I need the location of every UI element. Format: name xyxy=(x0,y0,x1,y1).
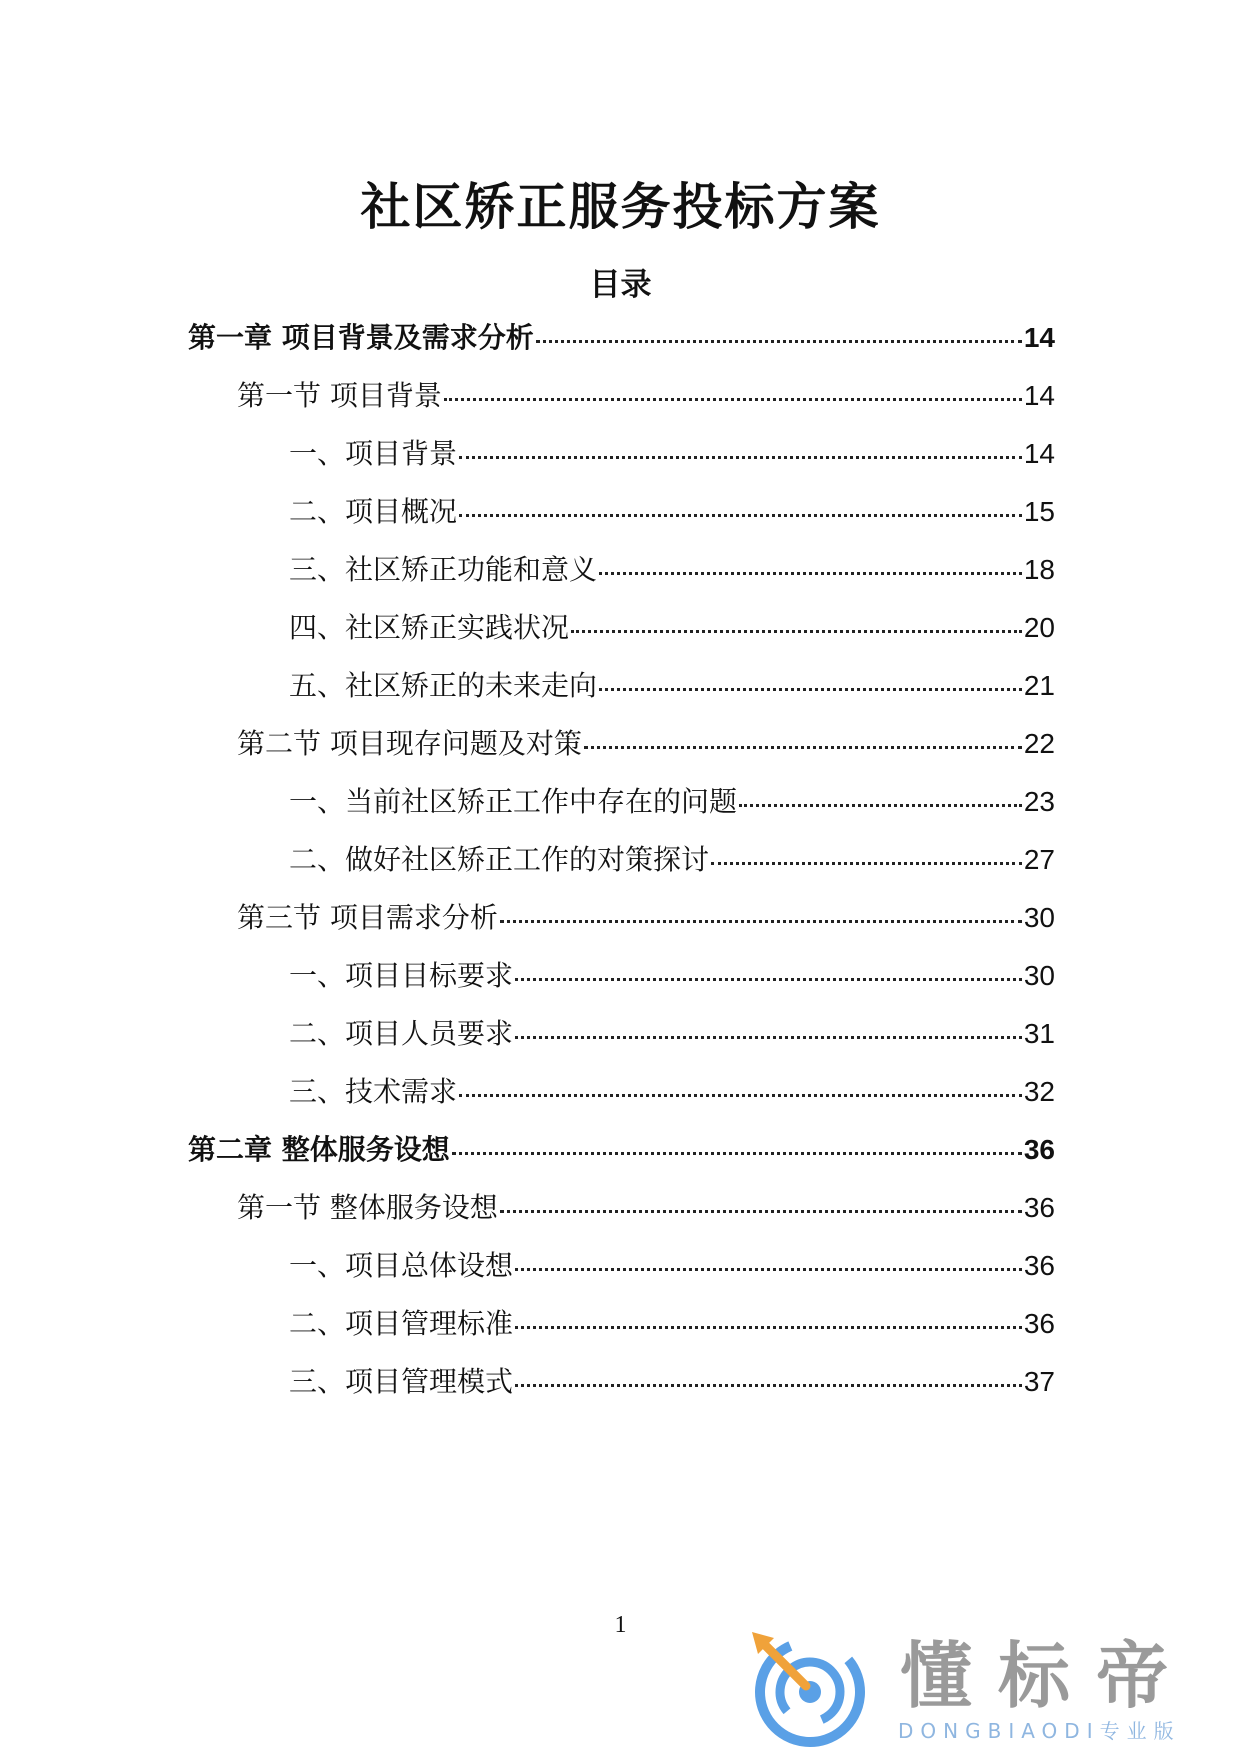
toc-entry-title: 二、项目管理标准 xyxy=(289,1307,514,1340)
toc-entry-title: 二、项目概况 xyxy=(289,495,458,528)
toc-entry[interactable] xyxy=(289,1070,1055,1114)
page-number: 1 xyxy=(614,1612,627,1638)
toc-entry-page: 23 xyxy=(1023,786,1055,817)
toc-entry[interactable] xyxy=(289,490,1055,534)
toc-leader-dots xyxy=(571,630,1022,633)
toc-entry-page: 30 xyxy=(1023,960,1055,991)
watermark xyxy=(748,1618,1218,1748)
toc-leader-dots xyxy=(459,1094,1022,1097)
toc-entry[interactable] xyxy=(289,664,1055,708)
toc-entry[interactable] xyxy=(289,1360,1055,1404)
toc-entry-page: 14 xyxy=(1023,438,1055,469)
toc-entry-page: 31 xyxy=(1023,1018,1055,1049)
toc-entry-page: 15 xyxy=(1023,496,1055,527)
toc-heading: 目录 xyxy=(589,267,652,303)
toc-entry-page: 32 xyxy=(1023,1076,1055,1107)
toc-entry[interactable] xyxy=(289,954,1055,998)
toc-leader-dots xyxy=(515,1326,1022,1329)
toc-entry[interactable] xyxy=(289,1012,1055,1056)
toc-entry-page: 14 xyxy=(1023,380,1055,411)
toc-entry-title: 一、项目目标要求 xyxy=(289,959,514,992)
toc-leader-dots xyxy=(500,920,1022,923)
toc-entry-page: 36 xyxy=(1023,1250,1055,1281)
toc-entry-title: 第二节 项目现存问题及对策 xyxy=(237,727,582,760)
toc-leader-dots xyxy=(599,688,1022,691)
document-title: 社区矫正服务投标方案 xyxy=(360,178,881,236)
toc-leader-dots xyxy=(711,862,1022,865)
toc-leader-dots xyxy=(452,1152,1022,1155)
toc-entry-page: 36 xyxy=(1023,1308,1055,1339)
toc-entry-title: 四、社区矫正实践状况 xyxy=(289,611,570,644)
toc-entry[interactable] xyxy=(289,606,1055,650)
toc-entry-title: 一、当前社区矫正工作中存在的问题 xyxy=(289,785,738,818)
toc-entry-title: 一、项目总体设想 xyxy=(289,1249,514,1282)
toc-leader-dots xyxy=(599,572,1022,575)
toc-entry[interactable] xyxy=(237,722,1055,766)
toc-leader-dots xyxy=(459,456,1022,459)
toc-leader-dots xyxy=(459,514,1022,517)
watermark-subtitle: DONGBIAODI专业版 xyxy=(898,1719,1181,1743)
toc-leader-dots xyxy=(536,340,1022,343)
toc-entry-page: 22 xyxy=(1023,728,1055,759)
toc-entry-title: 一、项目背景 xyxy=(289,437,458,470)
toc-leader-dots xyxy=(739,804,1022,807)
toc-entry-title: 二、项目人员要求 xyxy=(289,1017,514,1050)
toc-entry-page: 18 xyxy=(1023,554,1055,585)
toc-entry-page: 21 xyxy=(1023,670,1055,701)
toc-entry-title: 第一章 项目背景及需求分析 xyxy=(188,321,534,354)
toc-entry[interactable] xyxy=(289,780,1055,824)
toc-entry-title: 第一节 整体服务设想 xyxy=(237,1191,498,1224)
toc-entry[interactable] xyxy=(188,316,1055,360)
toc-entry-page: 36 xyxy=(1023,1134,1055,1165)
toc-entry-page: 27 xyxy=(1023,844,1055,875)
toc-entry[interactable] xyxy=(289,548,1055,592)
toc-entry[interactable] xyxy=(289,1302,1055,1346)
toc-entry[interactable] xyxy=(289,432,1055,476)
toc-entry-page: 36 xyxy=(1023,1192,1055,1223)
toc-leader-dots xyxy=(515,1036,1022,1039)
toc-entry[interactable] xyxy=(237,1186,1055,1230)
toc-leader-dots xyxy=(515,1268,1022,1271)
toc-entry[interactable] xyxy=(237,896,1055,940)
toc-entry-page: 20 xyxy=(1023,612,1055,643)
toc-leader-dots xyxy=(515,978,1022,981)
toc-entry[interactable] xyxy=(237,374,1055,418)
target-arrow-icon xyxy=(748,1630,866,1748)
toc-leader-dots xyxy=(500,1210,1022,1213)
toc-entry-page: 30 xyxy=(1023,902,1055,933)
toc-entry-page: 37 xyxy=(1023,1366,1055,1397)
toc-entry-title: 三、项目管理模式 xyxy=(289,1365,514,1398)
toc-leader-dots xyxy=(444,398,1022,401)
watermark-brand: 懂标帝 xyxy=(900,1634,1195,1718)
toc-entry-title: 第三节 项目需求分析 xyxy=(237,901,498,934)
toc-entry[interactable] xyxy=(188,1128,1055,1172)
toc-entry-title: 五、社区矫正的未来走向 xyxy=(289,669,598,702)
toc-entry-title: 三、社区矫正功能和意义 xyxy=(289,553,598,586)
toc-entry[interactable] xyxy=(289,1244,1055,1288)
toc-entry-title: 第一节 项目背景 xyxy=(237,379,442,412)
toc-leader-dots xyxy=(584,746,1022,749)
toc-entry-title: 第二章 整体服务设想 xyxy=(188,1133,450,1166)
toc-leader-dots xyxy=(515,1384,1022,1387)
toc-entry-page: 14 xyxy=(1023,322,1055,353)
toc-entry-title: 三、技术需求 xyxy=(289,1075,458,1108)
toc-entry-title: 二、做好社区矫正工作的对策探讨 xyxy=(289,843,710,876)
toc-entry[interactable] xyxy=(289,838,1055,882)
